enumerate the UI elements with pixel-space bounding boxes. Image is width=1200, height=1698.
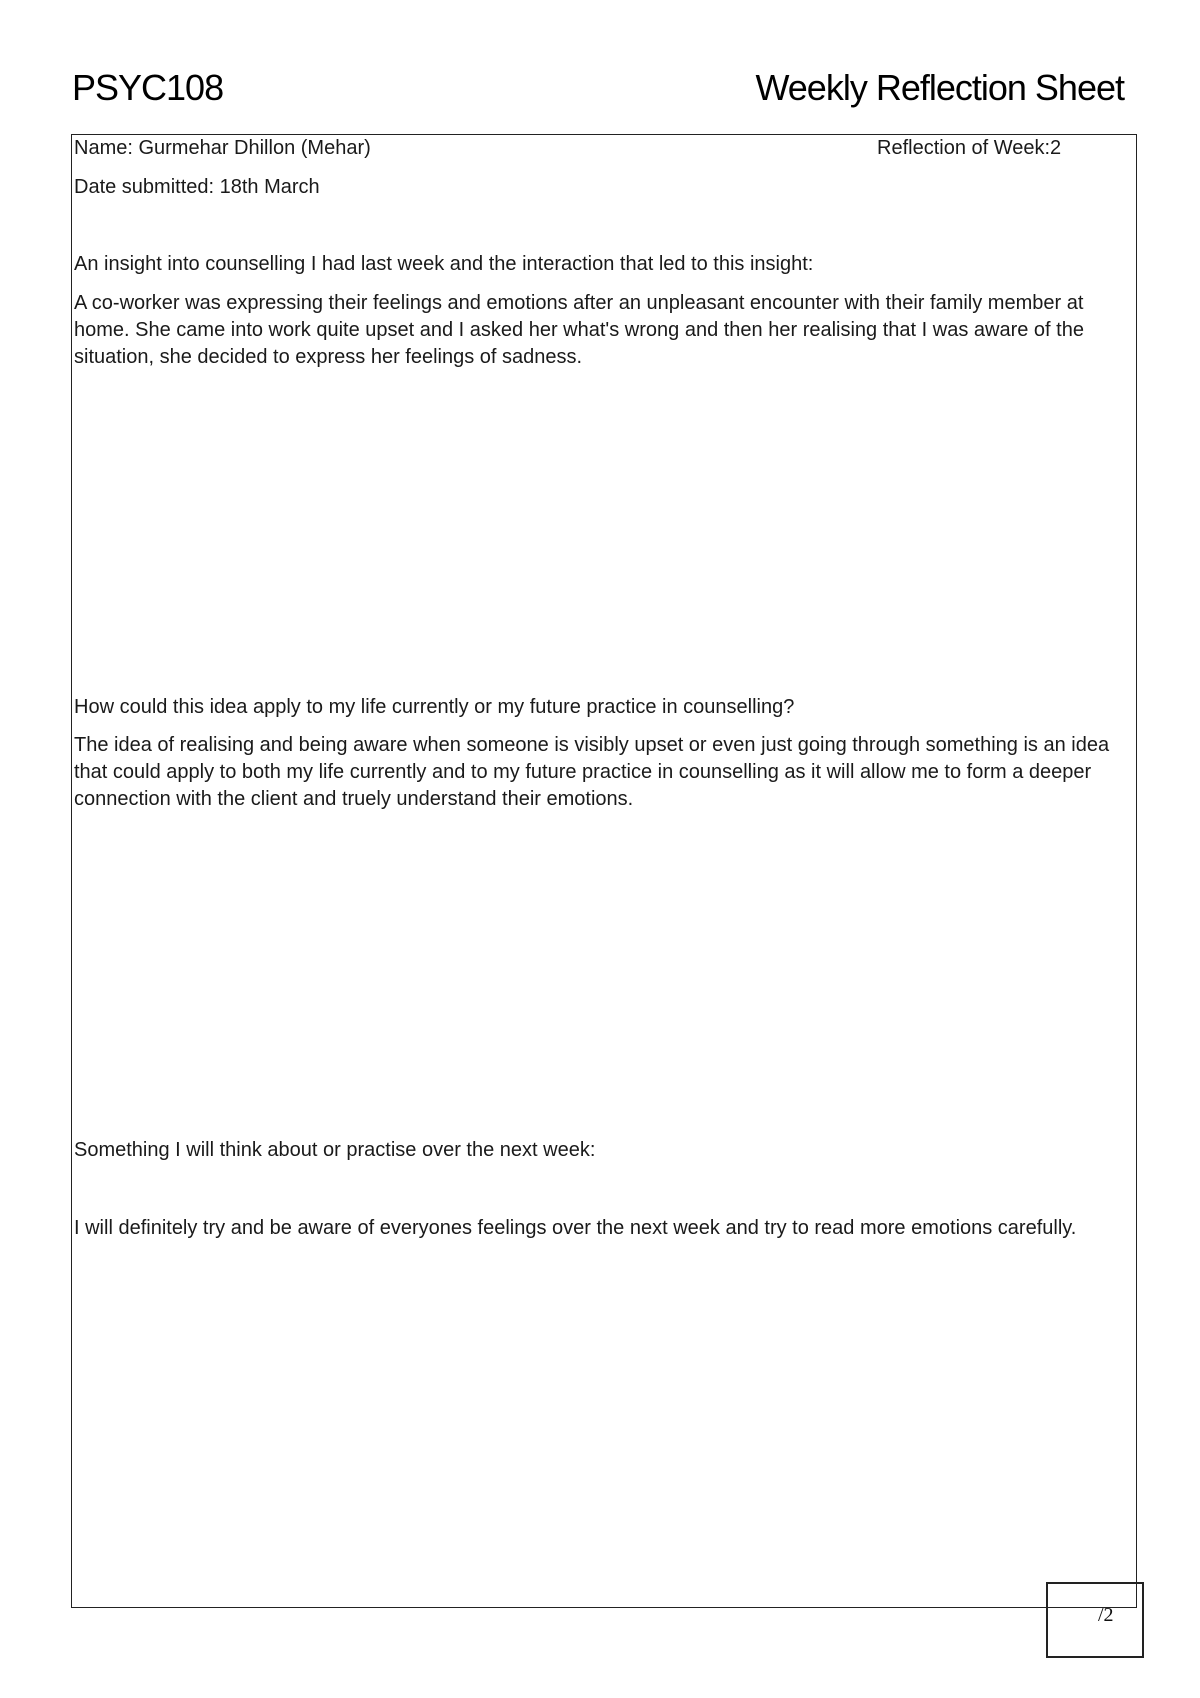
week-field: Reflection of Week:2 [877, 137, 1062, 159]
application-prompt: How could this idea apply to my life currently or my future practice in counselling? [74, 696, 795, 718]
insight-answer: A co-worker was expressing their feelings and emotions after an unpleasant encounter with their family member at home. She came into work quite upset and I asked her what's wrong and then her realising that I was aware of the situation, she decided to express her feelings of sadness. [74, 292, 1084, 368]
date-submitted-field: Date submitted: 18th March [74, 176, 320, 198]
application-answer: The idea of realising and being aware when someone is visibly upset or even just going through something is an idea that could apply to both my life currently and to my future practice in counselling as it will allow me to form a deeper connection with the client and truely understand their emotions. [74, 734, 1110, 810]
sheet-title: Weekly Reflection Sheet [755, 67, 1124, 108]
reflection-form-box [71, 134, 1137, 1608]
next-week-answer: I will definitely try and be aware of everyones feelings over the next week and try to read more emotions carefully. [74, 1217, 1077, 1239]
score-value: /2 [1098, 1604, 1114, 1626]
name-field: Name: Gurmehar Dhillon (Mehar) [74, 137, 371, 159]
insight-prompt: An insight into counselling I had last week and the interaction that led to this insight: [74, 253, 814, 275]
next-week-prompt: Something I will think about or practise over the next week: [74, 1139, 596, 1161]
course-code: PSYC108 [72, 67, 224, 108]
score-box [1046, 1582, 1144, 1658]
